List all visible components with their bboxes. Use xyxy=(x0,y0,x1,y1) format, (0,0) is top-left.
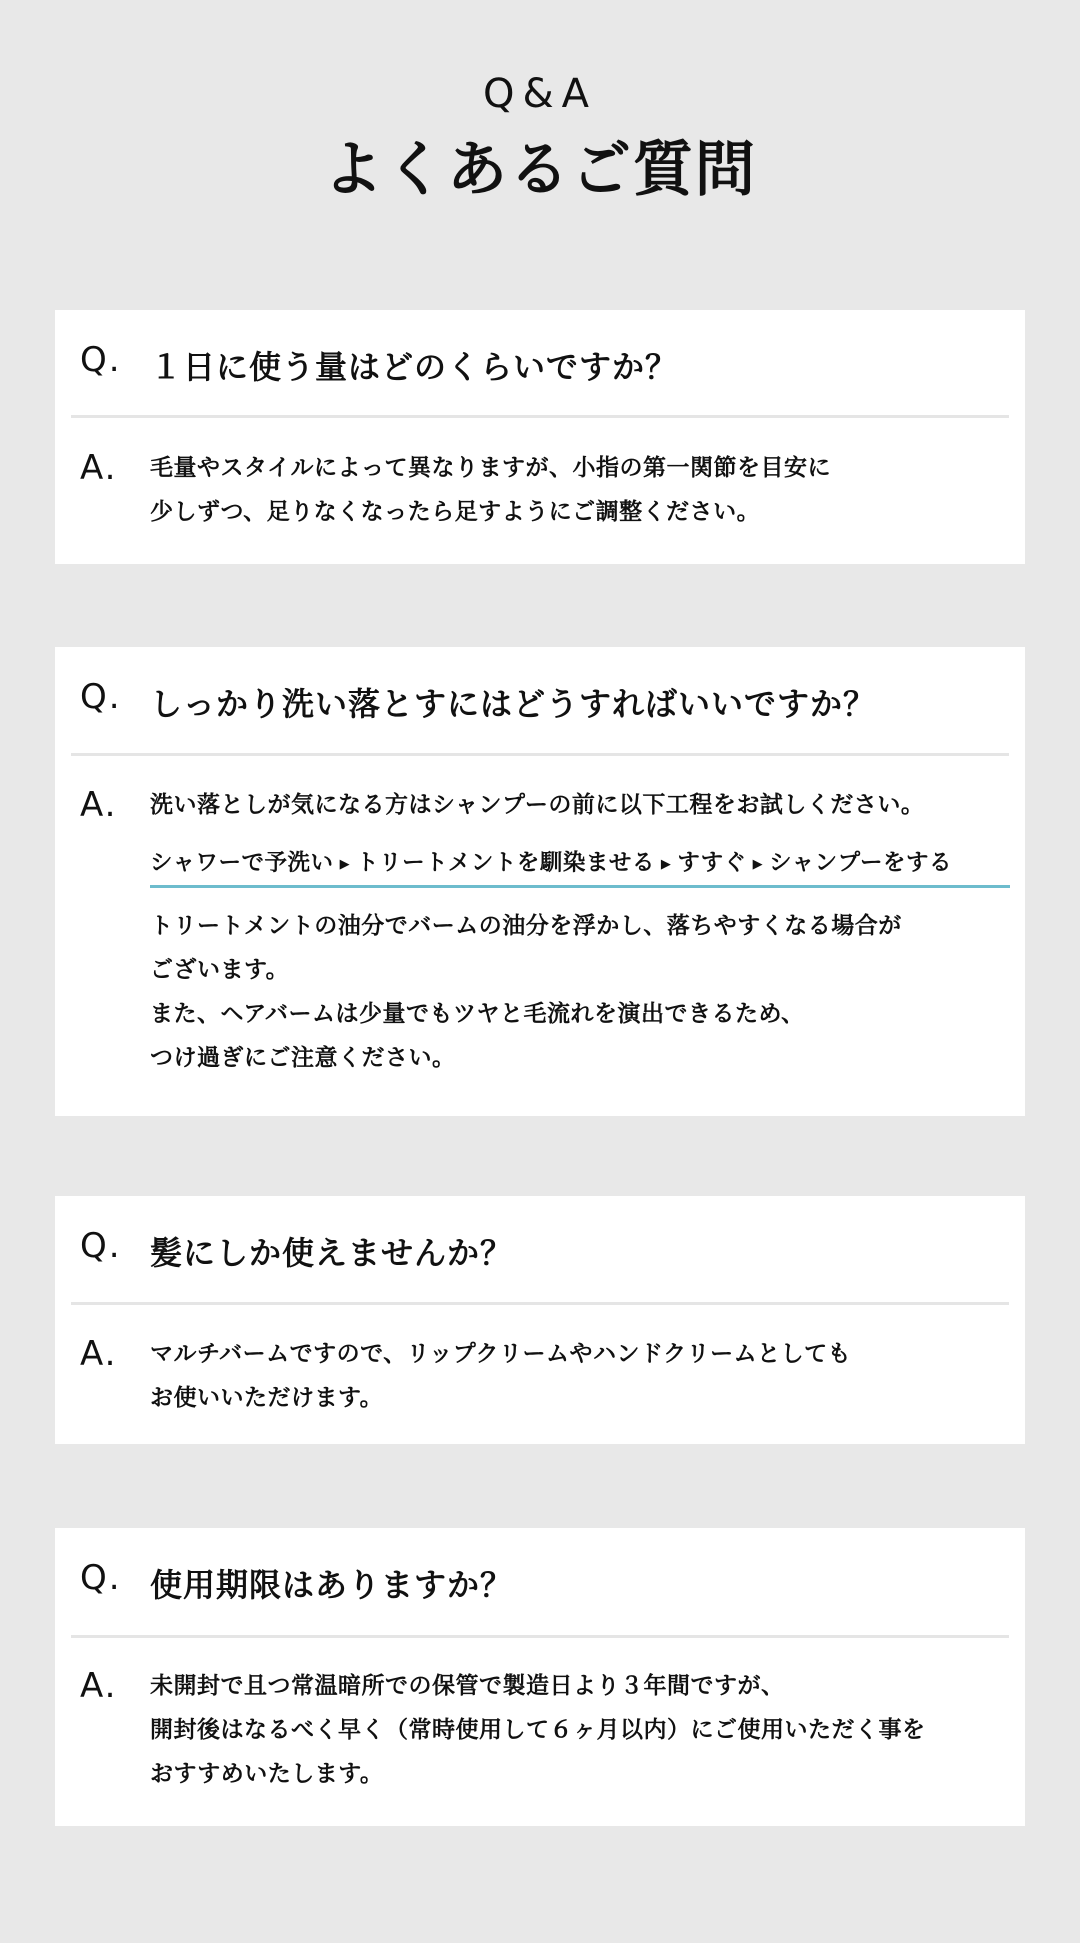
step-label: シャンプーをする xyxy=(769,850,952,876)
answer-text xyxy=(150,783,1009,1080)
caret-right-icon: ▶ xyxy=(339,857,351,872)
washing-steps xyxy=(150,843,1010,888)
faq-card-1 xyxy=(55,310,1025,564)
faq-card-2 xyxy=(55,647,1025,1116)
answer-line: つけ過ぎにご注意ください。 xyxy=(150,1045,456,1071)
answer-line: また、ヘアバームは少量でもツヤと毛流れを演出できるため、 xyxy=(150,1001,805,1027)
answer-line: 開封後はなるべく早く（常時使用して６ヶ月以内）にご使用いただく事を xyxy=(150,1717,926,1743)
caret-right-icon: ▶ xyxy=(752,857,764,872)
answer-text xyxy=(150,1332,1009,1420)
question-mark-label: Q. xyxy=(80,1226,122,1266)
answer-mark-label: A. xyxy=(80,785,118,825)
page-title: よくあるご質問 xyxy=(323,135,757,205)
answer-line: ございます。 xyxy=(150,957,290,983)
answer-mark-label: A. xyxy=(80,448,118,488)
question-text: しっかり洗い落とすにはどうすればいいですか？ xyxy=(150,685,877,723)
question-text: 使用期限はありますか？ xyxy=(150,1566,514,1604)
divider xyxy=(71,1302,1009,1305)
answer-line: 少しずつ、足りなくなったら足すようにご調整ください。 xyxy=(150,499,761,525)
step-label: すすぐ xyxy=(677,850,747,876)
answer-line: トリートメントの油分でバームの油分を浮かし、落ちやすくなる場合が xyxy=(150,913,902,939)
answer-intro: 洗い落としが気になる方はシャンプーの前に以下工程をお試しください。 xyxy=(150,792,925,818)
answer-line: マルチバームですので、リップクリームやハンドクリームとしても xyxy=(150,1341,852,1367)
step-label: シャワーで予洗い xyxy=(150,850,334,876)
answer-line: 未開封で且つ常温暗所での保管で製造日より３年間ですが、 xyxy=(150,1673,785,1699)
answer-text xyxy=(150,1664,1009,1796)
question-text: １日に使う量はどのくらいですか？ xyxy=(150,348,679,386)
question-mark-label: Q. xyxy=(80,1558,122,1598)
answer-text xyxy=(150,446,1009,534)
page-subtitle: Q&A xyxy=(482,71,598,117)
answer-line: おすすめいたします。 xyxy=(150,1761,384,1787)
question-mark-label: Q. xyxy=(80,677,122,717)
step-label: トリートメントを馴染ませる xyxy=(356,850,655,876)
divider xyxy=(71,415,1009,418)
divider xyxy=(71,1635,1009,1638)
faq-card-4 xyxy=(55,1528,1025,1826)
caret-right-icon: ▶ xyxy=(660,857,672,872)
faq-card-3 xyxy=(55,1196,1025,1444)
answer-line: お使いいただけます。 xyxy=(150,1385,384,1411)
question-text: 髪にしか使えませんか？ xyxy=(150,1234,514,1272)
answer-mark-label: A. xyxy=(80,1334,118,1374)
divider xyxy=(71,753,1009,756)
question-mark-label: Q. xyxy=(80,340,122,380)
answer-line: 毛量やスタイルによって異なりますが、小指の第一関節を目安に xyxy=(150,455,832,481)
page-header xyxy=(0,70,1080,210)
answer-mark-label: A. xyxy=(80,1666,118,1706)
